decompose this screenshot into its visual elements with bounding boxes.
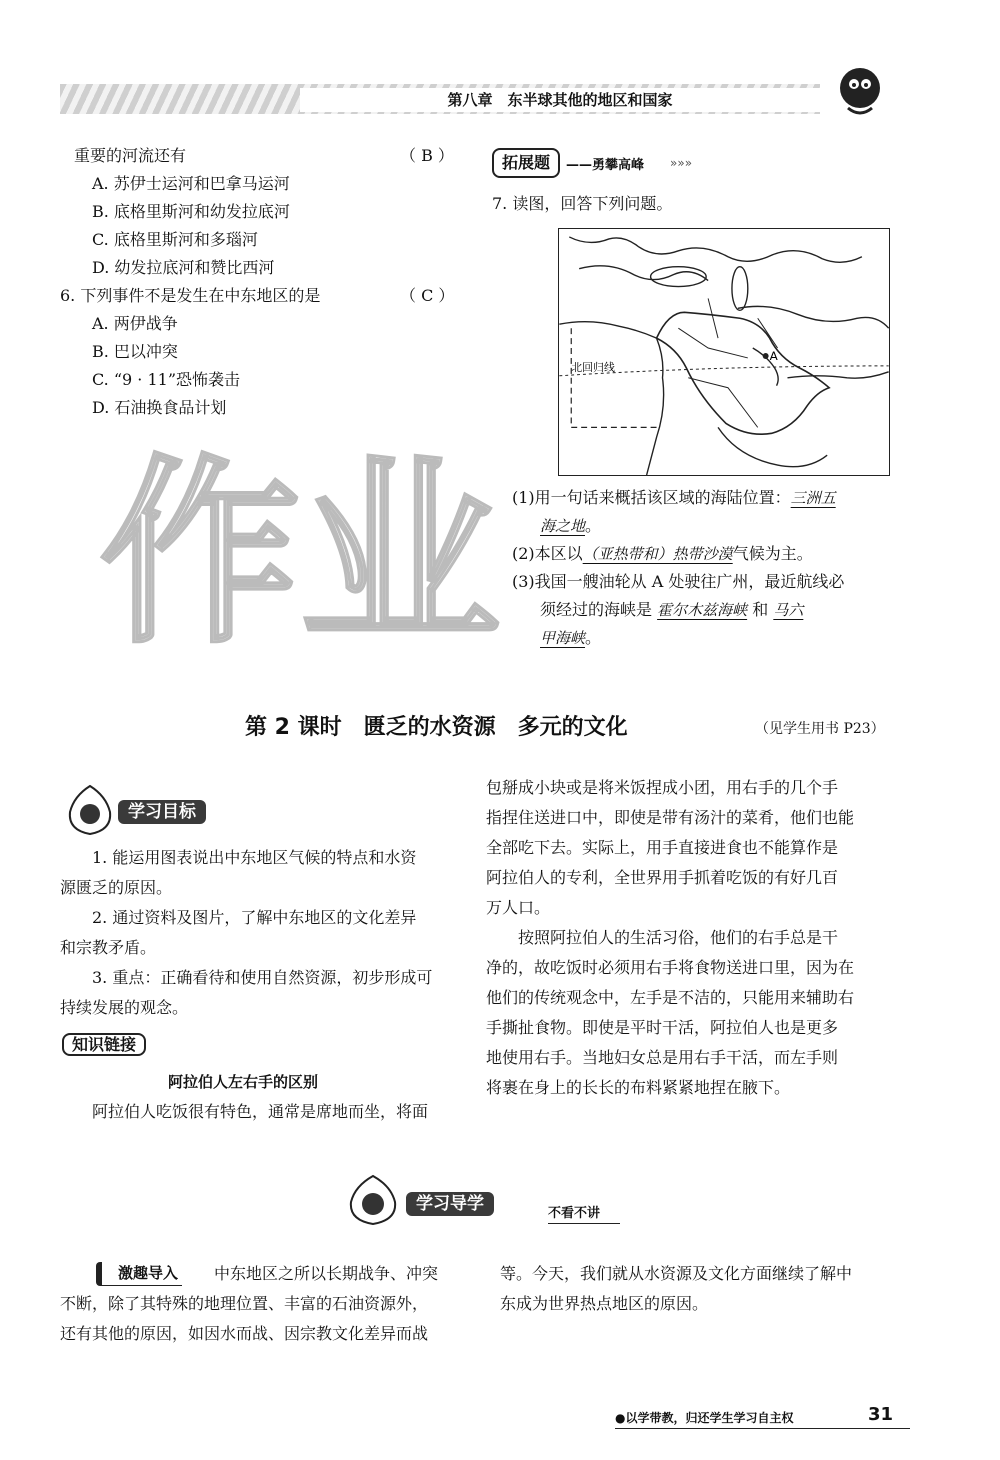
goal-line-4: 和宗教矛盾。 (60, 938, 157, 957)
knowledge-line-8: 他们的传统观念中，左手是不洁的，只能用来辅助右 (486, 988, 855, 1007)
goal-line-3: 2. 通过资料及图片，了解中东地区的文化差异 (92, 908, 417, 927)
q6-answer: （ C ） (400, 286, 455, 305)
middle-east-map (558, 228, 890, 476)
q6-option-d: D. 石油换食品计划 (92, 398, 227, 417)
knowledge-left-line: 阿拉伯人吃饭很有特色，通常是席地而坐，将面 (92, 1102, 429, 1121)
answer-2-line (512, 542, 813, 566)
knowledge-title: 阿拉伯人左右手的区别 (168, 1073, 319, 1091)
page-number: 31 (868, 1404, 894, 1425)
answer-1-handwritten-2: 海之地 (540, 517, 586, 535)
guide-tag: 不看不讲 (548, 1202, 620, 1224)
knowledge-line-5: 万人口。 (486, 898, 551, 917)
knowledge-line-3: 全部吃下去。实际上，用手直接进食也不能算作是 (486, 838, 839, 857)
q5-option-c: C. 底格里斯河和多瑙河 (92, 230, 258, 249)
map-label-a: A (769, 348, 778, 363)
guide-badge: 学习导学 (406, 1192, 494, 1216)
answer-2-post: 气候为主。 (732, 544, 813, 563)
answer-1-handwritten: 三洲五 (790, 489, 836, 507)
knowledge-line-6: 按照阿拉伯人的生活习俗，他们的右手总是干 (518, 928, 839, 947)
intro-header (96, 1262, 182, 1286)
flame-emblem-icon-2 (338, 1170, 408, 1230)
answer-1-end: 。 (585, 516, 602, 535)
q6-option-a: A. 两伊战争 (92, 314, 178, 333)
footer-rule (615, 1428, 910, 1429)
flame-emblem-icon (60, 780, 120, 840)
intro-badge: 激趣导入 (96, 1262, 182, 1286)
q5-answer: （ B ） (400, 146, 454, 165)
intro-right-line-2: 东成为世界热点地区的原因。 (500, 1294, 709, 1313)
q7-stem: 7. 读图，回答下列问题。 (492, 194, 673, 213)
goal-line-6: 持续发展的观念。 (60, 998, 189, 1017)
footer-slogan: ●以学带教，归还学生学习自主权 (615, 1411, 794, 1425)
q5-stem: 重要的河流还有 (74, 146, 187, 165)
answer-3-handwritten-1: 霍尔木兹海峡 (657, 601, 748, 619)
answer-1-line2 (540, 514, 601, 538)
homework-watermark-2: 业 (300, 438, 501, 671)
lesson-reference: （见学生用书 P23） (755, 721, 885, 737)
intro-left-line-1: 中东地区之所以长期战争、冲突 (214, 1264, 439, 1283)
knowledge-line-2: 指捏住送进口中，即使是带有汤汁的菜肴，他们也能 (486, 808, 855, 827)
answer-1-line (512, 486, 836, 510)
goal-line-2: 源匮乏的原因。 (60, 878, 173, 897)
intro-left-line-3: 还有其他的原因，如因水而战、因宗教文化差异而战 (60, 1324, 429, 1343)
knowledge-header (62, 1032, 146, 1058)
goals-badge: 学习目标 (118, 800, 206, 824)
guide-header (406, 1192, 494, 1216)
answer-2-prompt: (2)本区以 (512, 544, 583, 563)
answer-3-handwritten-2: 马六 (773, 601, 804, 619)
answer-3-line3 (540, 626, 601, 650)
q6-option-c: C. “9 · 11”恐怖袭击 (92, 370, 241, 389)
extension-subtitle: ——勇攀高峰 (566, 157, 645, 173)
chapter-title: 第八章 东半球其他的地区和国家 (300, 88, 820, 112)
mascot-icon (830, 60, 890, 120)
map-label-tropic: 北回归线 (571, 360, 615, 374)
answer-3-line2 (540, 598, 803, 622)
goals-header (118, 800, 206, 824)
lesson-title: 第 2 课时 匮乏的水资源 多元的文化 (245, 715, 628, 740)
knowledge-line-10: 地使用右手。当地妇女总是用右手干活，而左手则 (486, 1048, 839, 1067)
homework-watermark-1: 作 (100, 438, 301, 671)
q6-option-b: B. 巴以冲突 (92, 342, 178, 361)
answer-1-prompt: (1)用一句话来概括该区域的海陆位置： (512, 488, 791, 507)
answer-3-handwritten-3: 甲海峡 (540, 629, 586, 647)
extension-header (492, 148, 692, 178)
q5-option-a: A. 苏伊士运河和巴拿马运河 (92, 174, 290, 193)
chevron-icon: »»» (670, 156, 693, 170)
q5-option-b: B. 底格里斯河和幼发拉底河 (92, 202, 290, 221)
knowledge-line-4: 阿拉伯人的专利，全世界用手抓着吃饭的有好几百 (486, 868, 839, 887)
knowledge-line-11: 将裹在身上的长长的布料紧紧地捏在腋下。 (486, 1078, 791, 1097)
answer-3-end: 。 (585, 628, 602, 647)
intro-right-line-1: 等。今天，我们就从水资源及文化方面继续了解中 (500, 1264, 853, 1283)
answer-3-mid: 和 (752, 600, 769, 619)
answer-3-prompt: 须经过的海峡是 (540, 600, 653, 619)
q6-stem: 6. 下列事件不是发生在中东地区的是 (60, 286, 321, 305)
knowledge-line-1: 包掰成小块或是将米饭捏成小团，用右手的几个手 (486, 778, 839, 797)
knowledge-line-7: 净的，故吃饭时必须用右手将食物送进口里，因为在 (486, 958, 855, 977)
extension-badge: 拓展题 (492, 148, 560, 178)
goal-line-1: 1. 能运用图表说出中东地区气候的特点和水资 (92, 848, 417, 867)
knowledge-line-9: 手撕扯食物。即使是平时干活，阿拉伯人也是更多 (486, 1018, 839, 1037)
q5-option-d: D. 幼发拉底河和赞比西河 (92, 258, 275, 277)
intro-left-line-2: 不断，除了其特殊的地理位置、丰富的石油资源外， (60, 1294, 429, 1313)
goal-line-5: 3. 重点：正确看待和使用自然资源，初步形成可 (92, 968, 433, 987)
answer-2-handwritten: （亚热带和）热带沙漠 (582, 545, 733, 563)
knowledge-badge: 知识链接 (62, 1033, 146, 1056)
answer-3-line1: (3)我国一艘油轮从 A 处驶往广州，最近航线必 (512, 572, 845, 591)
